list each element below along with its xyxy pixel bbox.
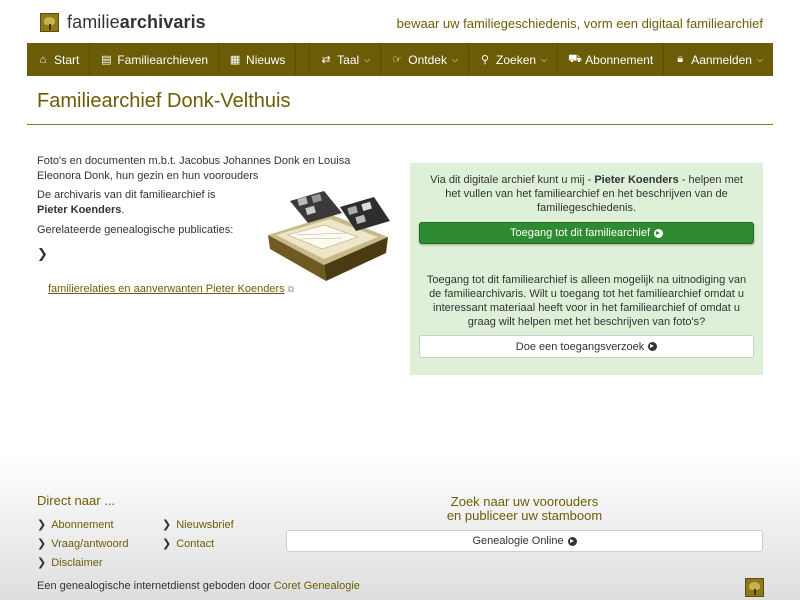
external-link-icon: ⧉: [287, 284, 295, 294]
tree-logo-icon: [40, 13, 59, 32]
help-text: Via dit digitale archief kunt u mij - Pieter Koenders - helpen met het vullen van het familiearchief en het beschrijven van de familiegeschiedenis.: [430, 174, 743, 214]
nav-taal[interactable]: [309, 43, 380, 76]
nav-nieuws-label: Nieuws: [246, 52, 286, 67]
nav-zoeken-label: Zoeken: [496, 52, 537, 67]
access-archive-button-label: Toegang tot dit familiearchief: [509, 227, 651, 239]
site-header: [0, 0, 800, 42]
home-icon: ⌂: [39, 53, 47, 66]
nav-abonnement[interactable]: [557, 43, 663, 76]
nav-ontdek[interactable]: [380, 43, 468, 76]
chevron-right-icon: ❯: [37, 519, 47, 531]
chevron-down-icon: ⌵: [756, 54, 763, 64]
access-info-text: Toegang tot dit familiearchief is alleen mogelijk na uitnodiging van de familiearchivaris. Wilt u toegang tot het familiearchief omdat u interessant materiaal heeft voor in het familiearchief of omdat u graag wilt helpen met het beschrijven van foto's?: [426, 274, 747, 328]
chevron-down-icon: ⌵: [541, 54, 548, 64]
title-divider: [27, 124, 773, 125]
book-icon: ▤: [101, 54, 112, 66]
main-navbar: [27, 43, 773, 76]
language-icon: ⇄: [321, 54, 331, 66]
site-footer: [0, 455, 800, 600]
chevron-right-icon: ❯: [37, 246, 48, 261]
related-publications-label: Gerelateerde genealogische publicaties:: [37, 224, 234, 236]
lock-icon: 🔒︎: [677, 53, 684, 65]
request-access-button-label: Doe een toegangsverzoek: [515, 340, 645, 353]
tree-logo-icon[interactable]: [745, 578, 764, 597]
nav-abonnement-label: Abonnement: [585, 52, 654, 67]
chevron-right-icon: ❯: [162, 538, 172, 550]
nav-left: [27, 43, 296, 76]
chevron-right-icon: ❯: [162, 519, 172, 531]
archivist-name: Pieter Koenders: [37, 204, 122, 216]
direct-to-heading: Direct naar ...: [37, 493, 116, 508]
hand-pointer-icon: ☞: [392, 54, 403, 66]
nav-familiearchieven[interactable]: [90, 43, 219, 76]
nav-familiearchieven-label: Familiearchieven: [117, 52, 209, 67]
archivist-line: De archivaris van dit familiearchief is Pieter Koenders.: [37, 189, 216, 216]
chevron-right-icon: ❯: [37, 557, 47, 569]
nav-aanmelden-label: Aanmelden: [691, 52, 752, 67]
nav-zoeken[interactable]: [468, 43, 557, 76]
access-archive-button[interactable]: [419, 222, 754, 244]
circle-arrow-right-icon: [654, 229, 663, 238]
logo-text: familiearchivaris: [67, 12, 206, 32]
footer-link-abonnement[interactable]: ❯ Abonnement: [37, 518, 114, 531]
archivist-name: Pieter Koenders: [594, 174, 679, 186]
nav-taal-label: Taal: [337, 52, 360, 67]
coret-genealogie-link[interactable]: Coret Genealogie: [273, 580, 360, 592]
genealogie-online-button-label: Genealogie Online: [472, 535, 564, 547]
nav-nieuws[interactable]: [219, 43, 296, 76]
chevron-down-icon: ⌵: [451, 54, 459, 64]
page-title: Familiearchief Donk-Velthuis: [37, 90, 291, 112]
access-panel: [410, 163, 763, 375]
footer-link-disclaimer[interactable]: ❯ Disclaimer: [37, 556, 103, 569]
genealogie-online-button[interactable]: [286, 530, 763, 552]
circle-arrow-right-icon: [648, 342, 657, 351]
nav-right: [309, 43, 773, 76]
tagline: bewaar uw familiegeschiedenis, vorm een digitaal familiearchief: [396, 16, 763, 31]
related-publication-link[interactable]: familierelaties en aanverwanten Pieter Koenders ⧉: [48, 283, 295, 295]
footer-link-contact[interactable]: ❯ Contact: [162, 537, 215, 550]
footer-link-vraag-antwoord[interactable]: ❯ Vraag/antwoord: [37, 537, 129, 550]
archive-box-image: [262, 185, 392, 285]
footer-credit: Een genealogische internetdienst geboden door Coret Genealogie: [37, 580, 360, 592]
chevron-right-icon: ❯: [37, 538, 47, 550]
nav-aanmelden[interactable]: [663, 43, 773, 76]
nav-start-label: Start: [54, 52, 80, 67]
nav-start[interactable]: [27, 43, 90, 76]
search-ancestors-heading: Zoek naar uw voorouders en publiceer uw stamboom: [446, 494, 603, 523]
site-logo[interactable]: [40, 12, 206, 33]
circle-arrow-right-icon: [568, 537, 577, 546]
cart-icon: ⛟: [568, 52, 582, 65]
nav-ontdek-label: Ontdek: [408, 52, 447, 67]
newspaper-icon: ▦: [229, 54, 241, 66]
chevron-down-icon: ⌵: [364, 54, 371, 64]
search-icon: ⚲: [481, 54, 490, 66]
footer-link-nieuwsbrief[interactable]: ❯ Nieuwsbrief: [162, 518, 234, 531]
request-access-button[interactable]: [419, 335, 754, 358]
archive-intro: Foto's en documenten m.b.t. Jacobus Johannes Donk en Louisa Eleonora Donk, hun gezin en hun voorouders: [37, 155, 351, 182]
